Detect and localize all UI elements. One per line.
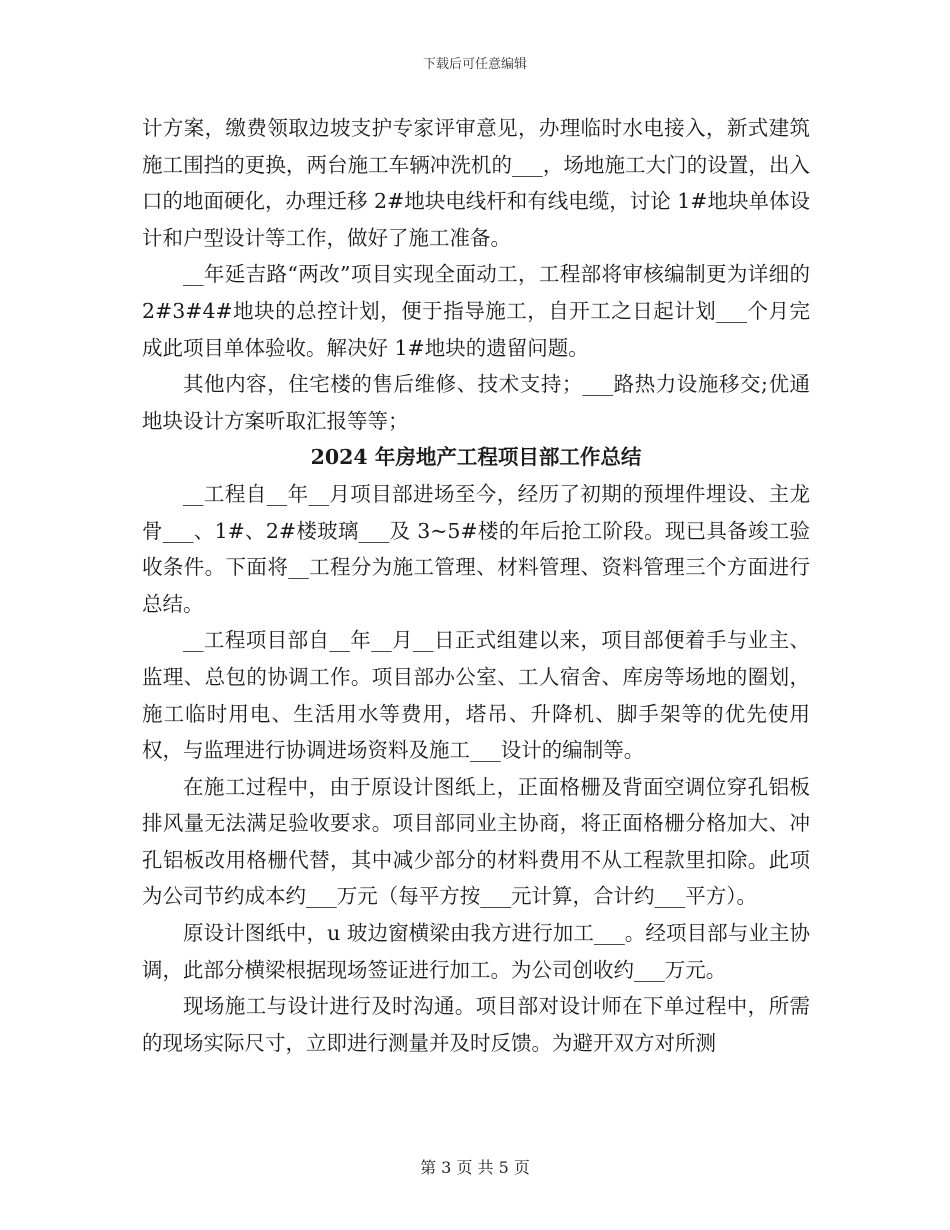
paragraph: __年延吉路“两改”项目实现全面动工，工程部将审核编制更为详细的 2#3#4#地块的总控计划，便于指导施工，自开工之日起计划___个月完成此项目单体验收。解决好 1#地块的遗留问题。 <box>142 262 810 360</box>
page-footer: 第 3 页 共 5 页 <box>420 1158 530 1177</box>
paragraph: 原设计图纸中，u 玻边窗横梁由我方进行加工___。经项目部与业主协调，此部分横梁根据现场签证进行加工。为公司创收约___万元。 <box>142 921 810 982</box>
paragraph: __工程自__年__月项目部进场至今，经历了初期的预埋件埋设、主龙骨___、1#、2#楼玻璃___及 3~5#楼的年后抢工阶段。现已具备竣工验收条件。下面将__工程分为施工管理、材料管理、资料管理三个方面进行总结。 <box>142 481 810 616</box>
paragraph: 在施工过程中，由于原设计图纸上，正面格栅及背面空调位穿孔铝板排风量无法满足验收要求。项目部同业主协商，将正面格栅分格加大、冲孔铝板改用格栅代替，其中减少部分的材料费用不从工程款里扣除。此项为公司节约成本约___万元（每平方按___元计算，合计约___平方）。 <box>142 774 810 909</box>
paragraph: __工程项目部自__年__月__日正式组建以来，项目部便着手与业主、监理、总包的协调工作。项目部办公室、工人宿舍、库房等场地的圈划，施工临时用电、生活用水等费用，塔吊、升降机、脚手架等的优先使用权，与监理进行协调进场资料及施工___设计的编制等。 <box>142 628 810 763</box>
paragraph: 计方案，缴费领取边坡支护专家评审意见，办理临时水电接入，新式建筑施工围挡的更换，两台施工车辆冲洗机的___，场地施工大门的设置，出入口的地面硬化，办理迁移 2#地块电线杆和有线电缆，讨论 1#地块单体设计和户型设计等工作，做好了施工准备。 <box>142 116 810 250</box>
document-body <box>142 110 810 1061</box>
paragraph: 其他内容，住宅楼的售后维修、技术支持；___路热力设施移交;优通地块设计方案听取汇报等等； <box>142 372 810 433</box>
section-title: 2024 年房地产工程项目部工作总结 <box>310 445 642 470</box>
page-header: 下载后可任意编辑 <box>422 57 527 72</box>
paragraph: 现场施工与设计进行及时沟通。项目部对设计师在下单过程中，所需的现场实际尺寸，立即进行测量并及时反馈。为避开双方对所测 <box>142 994 810 1055</box>
